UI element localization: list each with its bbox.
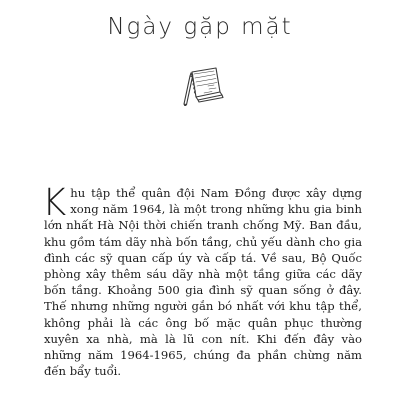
chapter-title: Ngày gặp mặt	[107, 14, 293, 40]
notebook-pen-sketch-icon	[178, 62, 228, 106]
body-text	[42, 181, 362, 379]
drop-cap: K	[42, 181, 67, 224]
body-paragraph-text: hu tập thể quân đội Nam Đồng được xây dựng xong năm 1964, là một trong những khu gia binh lớn nhất Hà Nội thời chiến tranh chống Mỹ. Ban đầu, khu gồm tám dãy nhà bốn tầng, chủ yếu dành cho gia đình các sỹ quan cấp úy và cấp tá. Về sau, Bộ Quốc phòng xây thêm sáu dãy nhà một tầng giữa các dãy bốn tầng. Khoảng 500 gia đình sỹ quan sống ở đây. Thế nhưng những người gắn bó nhất với khu tập thể, không phải là các ông bố mặc quân phục thường xuyên xa nhà, mà là lũ con nít. Khi đến đây vào những năm 1964-1965, chúng đa phần chừng năm đến bẩy tuổi.	[44, 186, 362, 379]
body-paragraph	[42, 181, 362, 379]
